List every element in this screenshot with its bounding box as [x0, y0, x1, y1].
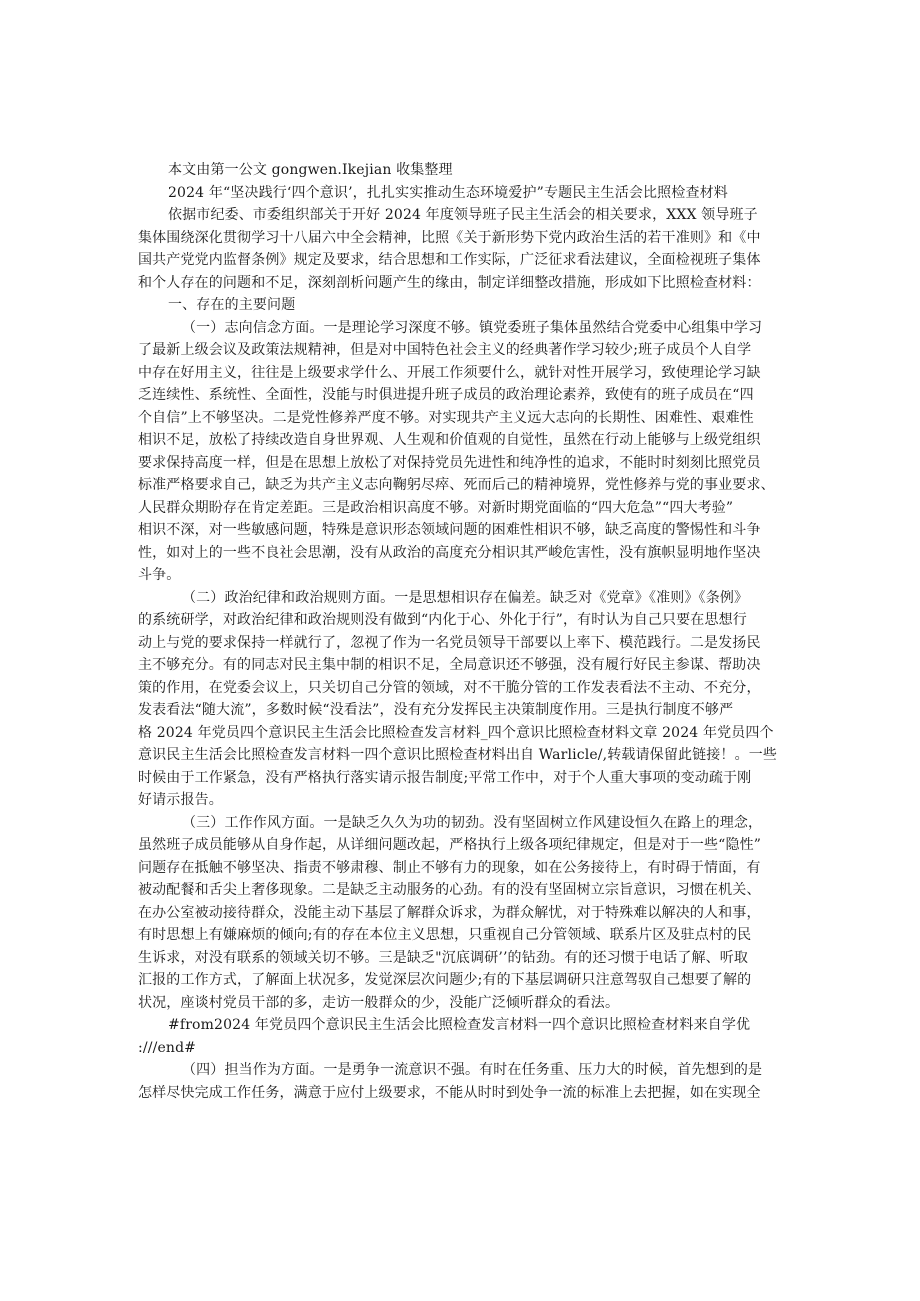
paragraph-line: 意识民主生活会比照检查发言材料一四个意识比照检查材料出自 Warlicle/,转载请保留此链接！。一些: [138, 747, 778, 763]
paragraph-line: 有时思想上有嫌麻烦的倾向;有的存在本位主义思想，只重视自己分管领域、联系片区及驻点村的民: [138, 927, 752, 943]
paragraph-line: 状况，座谈村党员干部的多，走访一般群众的少，没能广泛倾听群众的看法。: [138, 994, 620, 1011]
paragraph-line: 的系统研学，对政治纪律和政治规则没有做到“内化于心、外化于行”，有时认为自己只要在思想行: [138, 612, 747, 628]
paragraph-responsibility: [138, 1059, 793, 1104]
paragraph-line: 发表看法“随大流”，多数时候“没看法”，没有充分发挥民主决策制度作用。三是执行制度不够严: [138, 702, 734, 718]
paragraph-line: 要求保持高度一样，但是在思想上放松了对保持党员先进性和纯净性的追求，不能时时刻刻比照党员: [138, 454, 761, 471]
intro-line: 和个人存在的问题和不足，深刻剖析问题产生的缘由，制定详细整改措施，形成如下比照检查材料：: [138, 274, 761, 291]
from-line: #from2024 年党员四个意识民主生活会比照检查发言材料一四个意识比照检查材料来自学优: [168, 1017, 751, 1033]
paragraph-line: （一）志向信念方面。一是理论学习深度不够。镇党委班子集体虽然结合党委中心组集中学习: [182, 319, 763, 336]
end-line: :///end#: [138, 1039, 197, 1056]
source-note: 本文由第一公文 gongwen.Ikejian 收集整理: [168, 162, 453, 178]
paragraph-line: 相识不足，放松了持续改造自身世界观、人生观和价值观的自觉性，虽然在行动上能够与上级党组织: [138, 432, 761, 448]
paragraph-line: 主不够充分。有的同志对民主集中制的相识不足，全局意识还不够强，没有履行好民主参谋、帮助决: [138, 657, 761, 673]
paragraph-line: （四）担当作为方面。一是勇争一流意识不强。有时在任务重、压力大的时候，首先想到的是: [182, 1062, 763, 1078]
intro-paragraph: [138, 204, 793, 294]
paragraph-line: 被动配餐和舌尖上奢侈现象。二是缺乏主动服务的心劲。有的没有坚固树立宗旨意识，习惯在机关、: [138, 882, 761, 898]
paragraph-ideals: [138, 317, 793, 587]
paragraph-line: 汇报的工作方式，了解面上状况多，发觉深层次问题少;有的下基层调研只注意驾驭自己想要了解的: [138, 972, 752, 988]
paragraph-line: 相识不深，对一些敏感问题，特殊是意识形态领域问题的困难性相识不够，缺乏高度的警惕性和斗争: [138, 522, 761, 538]
paragraph-line: 生诉求，对没有联系的领域关切不够。三是缺乏"沉底调研’’的钻劲。有的还习惯于电话了解、听取: [138, 949, 749, 966]
section-heading: 一、存在的主要问题: [168, 297, 296, 313]
paragraph-line: 好请示报告。: [138, 792, 223, 808]
paragraph-line: 在办公室被动接待群众，没能主动下基层了解群众诉求，为群众解忧，对于特殊难以解决的人和事，: [138, 904, 761, 921]
paragraph-line: （二）政治纪律和政治规则方面。一是思想相识存在偏差。缺乏对《党章》《准则》《条例》: [182, 589, 749, 606]
paragraph-discipline: [138, 587, 793, 812]
paragraph-line: 动上与党的要求保持一样就行了，忽视了作为一名党员领导干部要以上率下、模范践行。二是发扬民: [138, 634, 761, 651]
paragraph-line: 性，如对上的一些不良社会思潮，没有从政治的高度充分相识其严峻危害性，没有旗帜显明地作坚决: [138, 544, 761, 561]
source-marker: [138, 1014, 793, 1059]
paragraph-line: 乏连续性、系统性、全面性，没能与时俱进提升班子成员的政治理论素养，致使有的班子成员在“四: [138, 387, 754, 403]
paragraph-line: 虽然班子成员能够从自身作起，从详细问题改起，严格执行上级各项纪律规定，但是对于一些“隐性”: [138, 837, 762, 853]
intro-line: 集体围绕深化贯彻学习十八届六中全会精神，比照《关于新形势下党内政治生活的若干准则》和《中: [138, 229, 761, 246]
paragraph-line: 格 2024 年党员四个意识民主生活会比照检查发言材料_四个意识比照检查材料文章 2024 年党员四个: [138, 724, 774, 741]
document-page: [138, 159, 793, 1104]
paragraph-line: 了最新上级会议及政策法规精神，但是对中国特色社会主义的经典著作学习较少;班子成员个人自学: [138, 342, 752, 358]
paragraph-line: 问题存在抵触不够坚决、指责不够肃穆、制止不够有力的现象，如在公务接待上，有时碍于情面，有: [138, 859, 761, 876]
document-title: 2024 年“坚决践行‘四个意识’，扎扎实实推动生态环境爱护”专题民主生活会比照检查材料: [168, 184, 728, 201]
intro-line: 国共产党党内监督条例》规定及要求，结合思想和工作实际，广泛征求看法建议，全面检视班子集体: [138, 252, 761, 268]
paragraph-line: 怎样尽快完成工作任务，满意于应付上级要求，不能从时时到处争一流的标准上去把握，如在实现全: [138, 1084, 761, 1101]
paragraph-line: 斗争。: [138, 567, 181, 583]
paragraph-line: （三）工作作风方面。一是缺乏久久为功的韧劲。没有坚固树立作风建设恒久在路上的理念，: [182, 814, 763, 831]
paragraph-line: 标准严格要求自己，缺乏为共产主义志向鞠躬尽瘁、死而后己的精神境界，党性修养与党的事业要求、: [138, 477, 775, 493]
paragraph-line: 中存在好用主义，往往是上级要求学什么、开展工作须要什么，就针对性开展学习，致使理论学习缺: [138, 364, 761, 381]
paragraph-line: 人民群众期盼存在肯定差距。三是政治相识高度不够。对新时期党面临的“四大危急”“四大考验”: [138, 499, 734, 516]
paragraph-work-style: [138, 812, 793, 1015]
paragraph-line: 策的作用，在党委会议上，只关切自己分管的领域，对不干脆分管的工作发表看法不主动、不充分，: [138, 679, 761, 696]
paragraph-line: 个自信”上不够坚决。二是党性修养严度不够。对实现共产主义远大志向的长期性、困难性、艰难性: [138, 409, 754, 426]
intro-line: 依据市纪委、市委组织部关于开好 2024 年度领导班子民主生活会的相关要求，XXX 领导班子: [168, 207, 758, 223]
paragraph-line: 时候由于工作紧急，没有严格执行落实请示报告制度;平常工作中，对于个人重大事项的变动疏于刚: [138, 769, 752, 786]
